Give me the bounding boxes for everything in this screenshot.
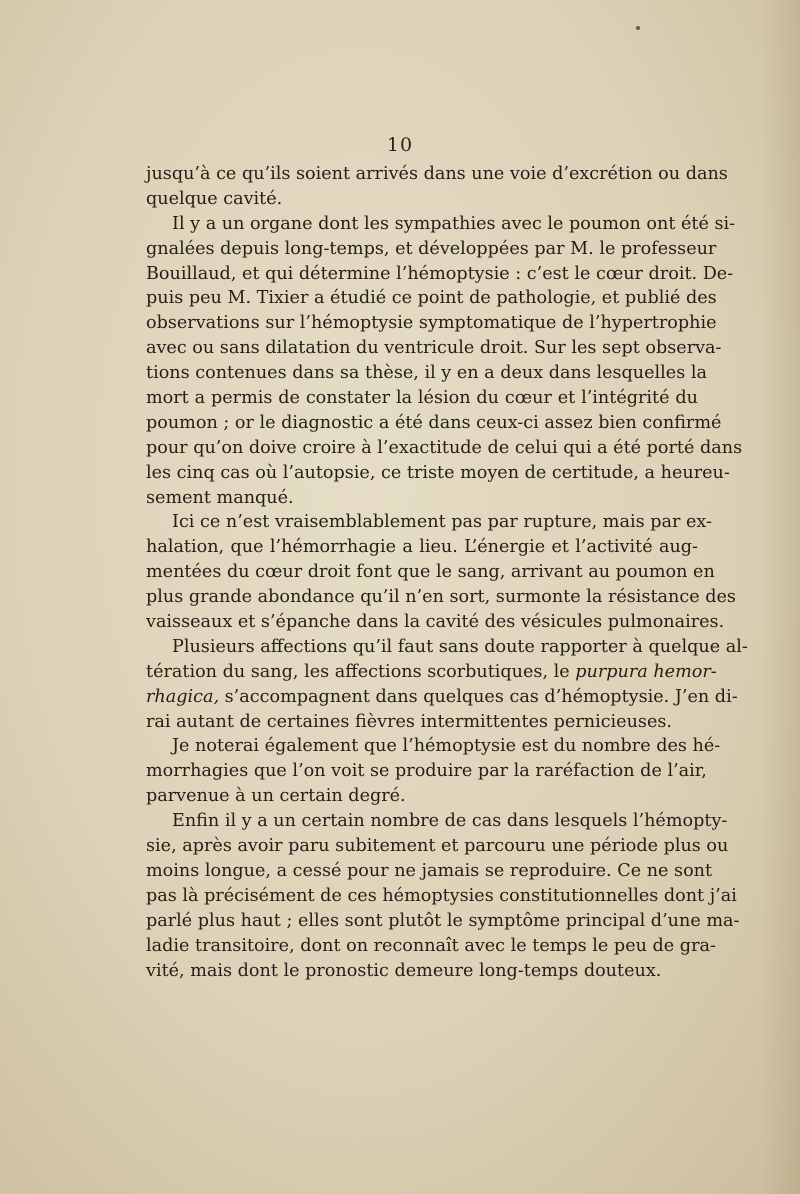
text-line: vaisseaux et s’épanche dans la cavité des vésicules pulmonaires. [146,612,725,633]
text-line [146,660,717,685]
text-line: gnalées depuis long-temps, et développées par M. le professeur [146,238,717,259]
text-line: Je noterai également que l’hémoptysie est du nombre des hé- [172,736,721,757]
text-line: mentées du cœur droit font que le sang, arrivant au poumon en [146,562,715,583]
text-line: pas là précisément de ces hémoptysies constitutionnelles dont j’ai [146,885,737,906]
text-line: morrhagies que l’on voit se produire par la raréfaction de l’air, [146,761,707,782]
text-line: avec ou sans dilatation du ventricule droit. Sur les sept observa- [146,338,722,359]
text-line: pour qu’on doive croire à l’exactitude de celui qui a été porté dans [146,437,743,458]
text-line: vité, mais dont le pronostic demeure long-temps douteux. [146,960,662,981]
text-line: quelque cavité. [146,188,283,209]
text-line: mort a permis de constater la lésion du cœur et l’intégrité du [146,388,698,409]
text-line: tions contenues dans sa thèse, il y en a deux dans lesquelles la [146,363,707,384]
text-line: plus grande abondance qu’il n’en sort, surmonte la résistance des [146,587,736,608]
text-line: Ici ce n’est vraisemblablement pas par rupture, mais par ex- [172,512,712,533]
text-line: Plusieurs affections qu’il faut sans doute rapporter à quelque al- [172,636,748,657]
ink-speck [636,26,640,30]
text-segment: s’accompagnent dans quelques cas d’hémoptysie. J’en di- [219,686,738,707]
text-line: parvenue à un certain degré. [146,786,406,807]
text-line: moins longue, a cessé pour ne jamais se reproduire. Ce ne sont [146,860,713,881]
italic-term: rhagica, [146,686,220,707]
text-line: halation, que l’hémorrhagie a lieu. L’énergie et l’activité aug- [146,537,698,558]
text-line: observations sur l’hémoptysie symptomatique de l’hypertrophie [146,313,717,334]
body-text [146,162,748,983]
text-line: puis peu M. Tixier a étudié ce point de pathologie, et publié des [146,288,717,309]
italic-term: purpura hemor- [575,661,717,682]
text-line: Enfin il y a un certain nombre de cas dans lesquels l’hémopty- [172,811,728,832]
text-line: Bouillaud, et qui détermine l’hémoptysie : c’est le cœur droit. De- [146,263,734,284]
text-line: les cinq cas où l’autopsie, ce triste moyen de certitude, a heureu- [146,462,730,483]
text-line: sie, après avoir paru subitement et parcouru une période plus ou [146,836,729,857]
text-line: ladie transitoire, dont on reconnaît avec le temps le peu de gra- [146,935,716,956]
text-line: Il y a un organe dont les sympathies avec le poumon ont été si- [172,213,736,234]
text-line: poumon ; or le diagnostic a été dans ceux-ci assez bien confirmé [146,412,722,433]
text-line: jusqu’à ce qu’ils soient arrivés dans une voie d’excrétion ou dans [146,164,728,184]
text-line: parlé plus haut ; elles sont plutôt le symptôme principal d’une ma- [146,910,740,931]
page-edge-shadow [760,0,800,1194]
text-line: rai autant de certaines fièvres intermittentes pernicieuses. [146,711,672,732]
page-number: 10 [386,134,414,156]
text-line: sement manqué. [146,487,294,508]
text-segment: tération du sang, les affections scorbutiques, le [146,661,576,682]
text-line [146,685,738,710]
